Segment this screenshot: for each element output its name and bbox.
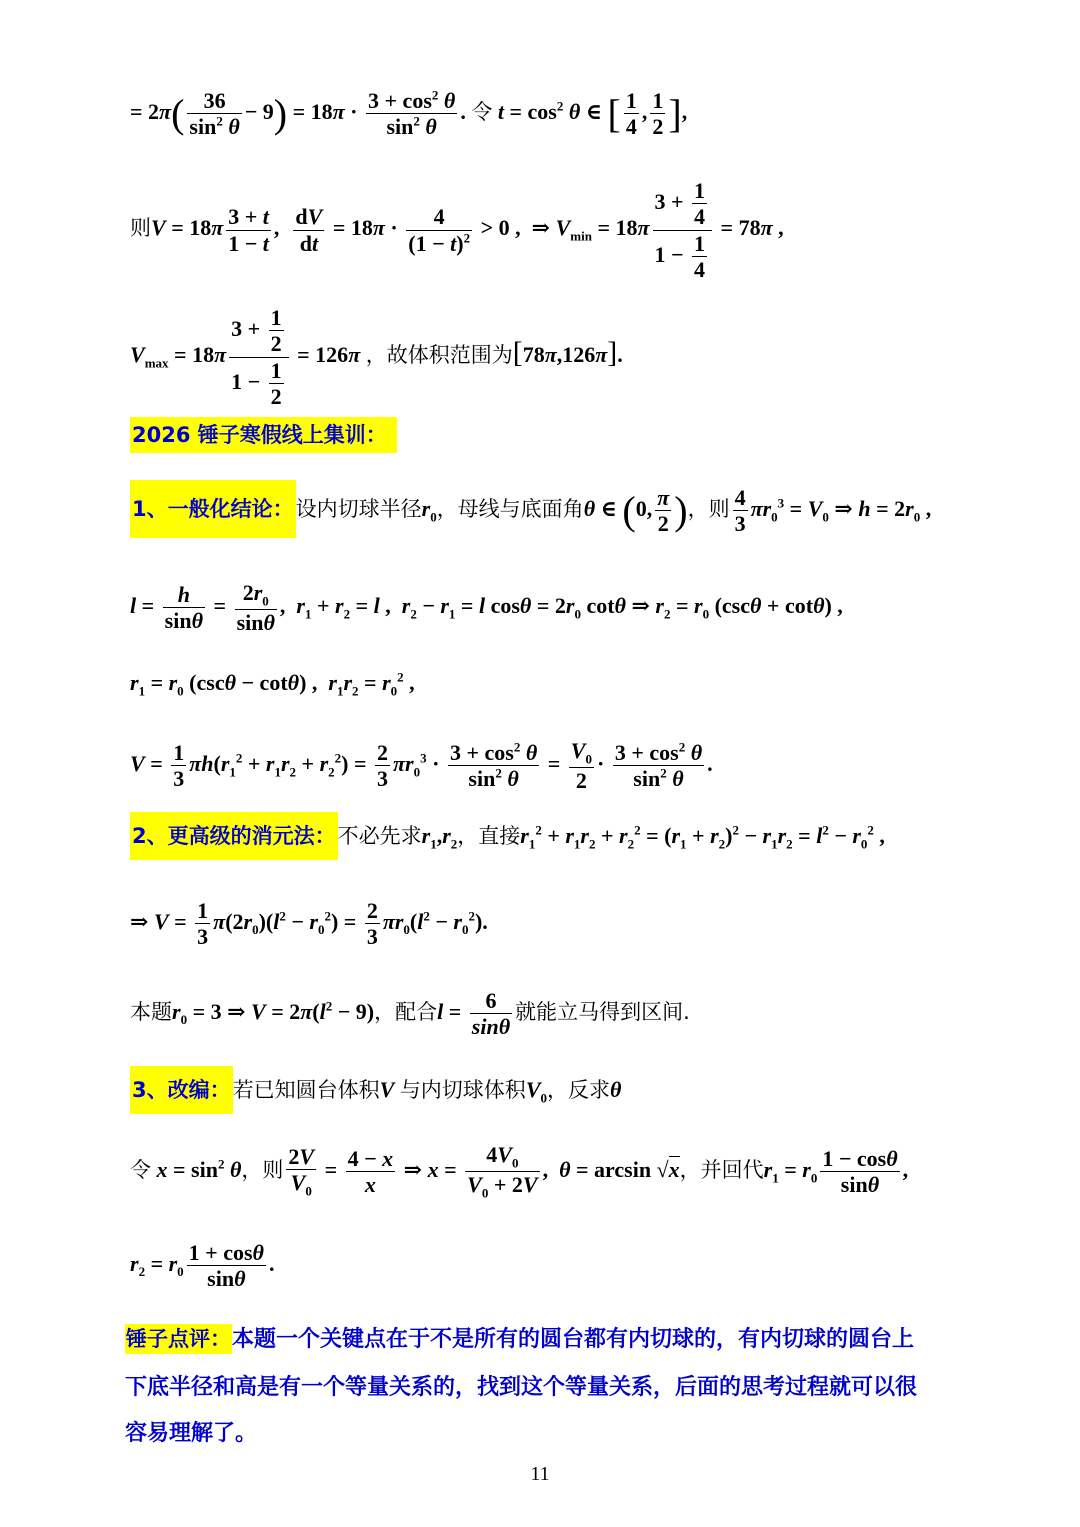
comment-text-1: 本题一个关键点在于不是所有的圆台都有内切球的，有内切球的圆台上 — [232, 1327, 915, 1352]
point3-line2: 令 $x = \sin^2 \theta$，则 $\frac{2V}{V_0}$ = $\frac{4 - x}{x}$ ⇒ x = $\frac{4V_0}{V_0 + 2V}$ , θ = arcsin √x，并回代$r_1 = r_0$ $\frac{1 - \cos\theta}{\sin\theta}$ , — [130, 1142, 909, 1201]
point2-line1: 2、更高级的消元法：不必先求$r_1,r_2$，直接$r_1^2 + r_1r_2 + r_2^2 = (r_1 + r_2)^2 - r_1r_2 = l^2 - r_0^2$ , — [130, 812, 885, 860]
range-label: ，故体积范围为 — [365, 343, 513, 368]
point1-line3: $r_1 = r_0$ (cscθ − cotθ) , $r_1r_2 = r_0^2$ , — [130, 669, 415, 699]
formula-v-max: $V_{max} = 18\pi$ 3 + $\frac{1}{2}$ 1 − $\frac{1}{2}$ = 126π ，故体积范围为[78π,126π]. — [130, 305, 623, 409]
point1-line4: V = $\frac{1}{3}$ $\pi h(r_1^2 + r_1r_2 + r_2^2)$ = $\frac{2}{3}$ $\pi r_0^3$ · $\frac{3 + \cos^2 \theta}{\sin^2 \theta}$ = $\frac{V_0}{2}$ · $\frac{3 + \cos^2 \theta}{\sin^2 \theta}$ . — [130, 738, 713, 794]
comment-label: 锤子点评： — [125, 1324, 232, 1354]
point3-line3: $r_2 = r_0$ $\frac{1 + \cos\theta}{\sin\theta}$ . — [130, 1240, 275, 1292]
point2-line2: ⇒ V = $\frac{1}{3}$ $\pi(2r_0)(l^2 - r_0^2)$ = $\frac{2}{3}$ $\pi r_0(l^2 - r_0^2)$. — [130, 898, 488, 950]
point1-line1: 1、一般化结论：设内切球半径$r_0$，母线与底面角θ ∈ (0, $\frac{\pi}{2}$ )，则 $\frac{4}{3}$ $\pi r_0^3 = V_0$ ⇒ $h = 2r_0$ , — [130, 480, 931, 538]
then-label: 则 — [130, 216, 151, 241]
comment-text-3: 容易理解了。 — [125, 1421, 258, 1446]
formula-volume-expression: = 2π( $\frac{36}{\sin^2 \theta}$ − 9) = 18π · $\frac{3 + \cos^2 \theta}{\sin^2 \theta}$ . 令 $t = \cos^2 \theta$ ∈ [ $\frac{1}{4}$ , $\frac{1}{2}$ ], — [130, 87, 688, 140]
formula-v-min: 则V = 18π $\frac{3 + t}{1 - t}$ , $\frac{dV}{dt}$ = 18π · $\frac{4}{(1 - t)^2}$ > 0 , ⇒ $V_{min} = 18\pi$ 3 + $\frac{1}{4}$ 1 − $\frac{1}{4}$ = 78π , — [130, 178, 784, 282]
point3-line1: 3、改编：若已知圆台体积V 与内切球体积$V_0$，反求θ — [130, 1066, 621, 1114]
page-number: 11 — [530, 1463, 550, 1485]
let-t-label: 令 — [471, 99, 493, 124]
comment-block — [125, 1316, 1005, 1457]
point3-label: 3、改编： — [130, 1066, 233, 1114]
comment-text-2: 下底半径和高是有一个等量关系的，找到这个等量关系，后面的思考过程就可以很 — [125, 1375, 918, 1400]
point1-label: 1、一般化结论： — [130, 480, 296, 538]
section-heading — [130, 422, 397, 447]
point2-label: 2、更高级的消元法： — [130, 812, 338, 860]
section-heading-text: 2026 锤子寒假线上集训： — [130, 417, 397, 453]
point1-line2: l = $\frac{h}{\sin\theta}$ = $\frac{2r_0}{\sin\theta}$ , $r_1 + r_2 = l$ , $r_2 - r_1 = l$ $\cos\theta = 2r_0$ cotθ ⇒ $r_2 = r_0$ (cscθ + cotθ) , — [130, 580, 843, 636]
point2-line3: 本题$r_0 = 3$ ⇒ $V = 2\pi(l^2 - 9)$，配合l = $\frac{6}{\sin\theta}$ 就能立马得到区间. — [130, 988, 690, 1040]
